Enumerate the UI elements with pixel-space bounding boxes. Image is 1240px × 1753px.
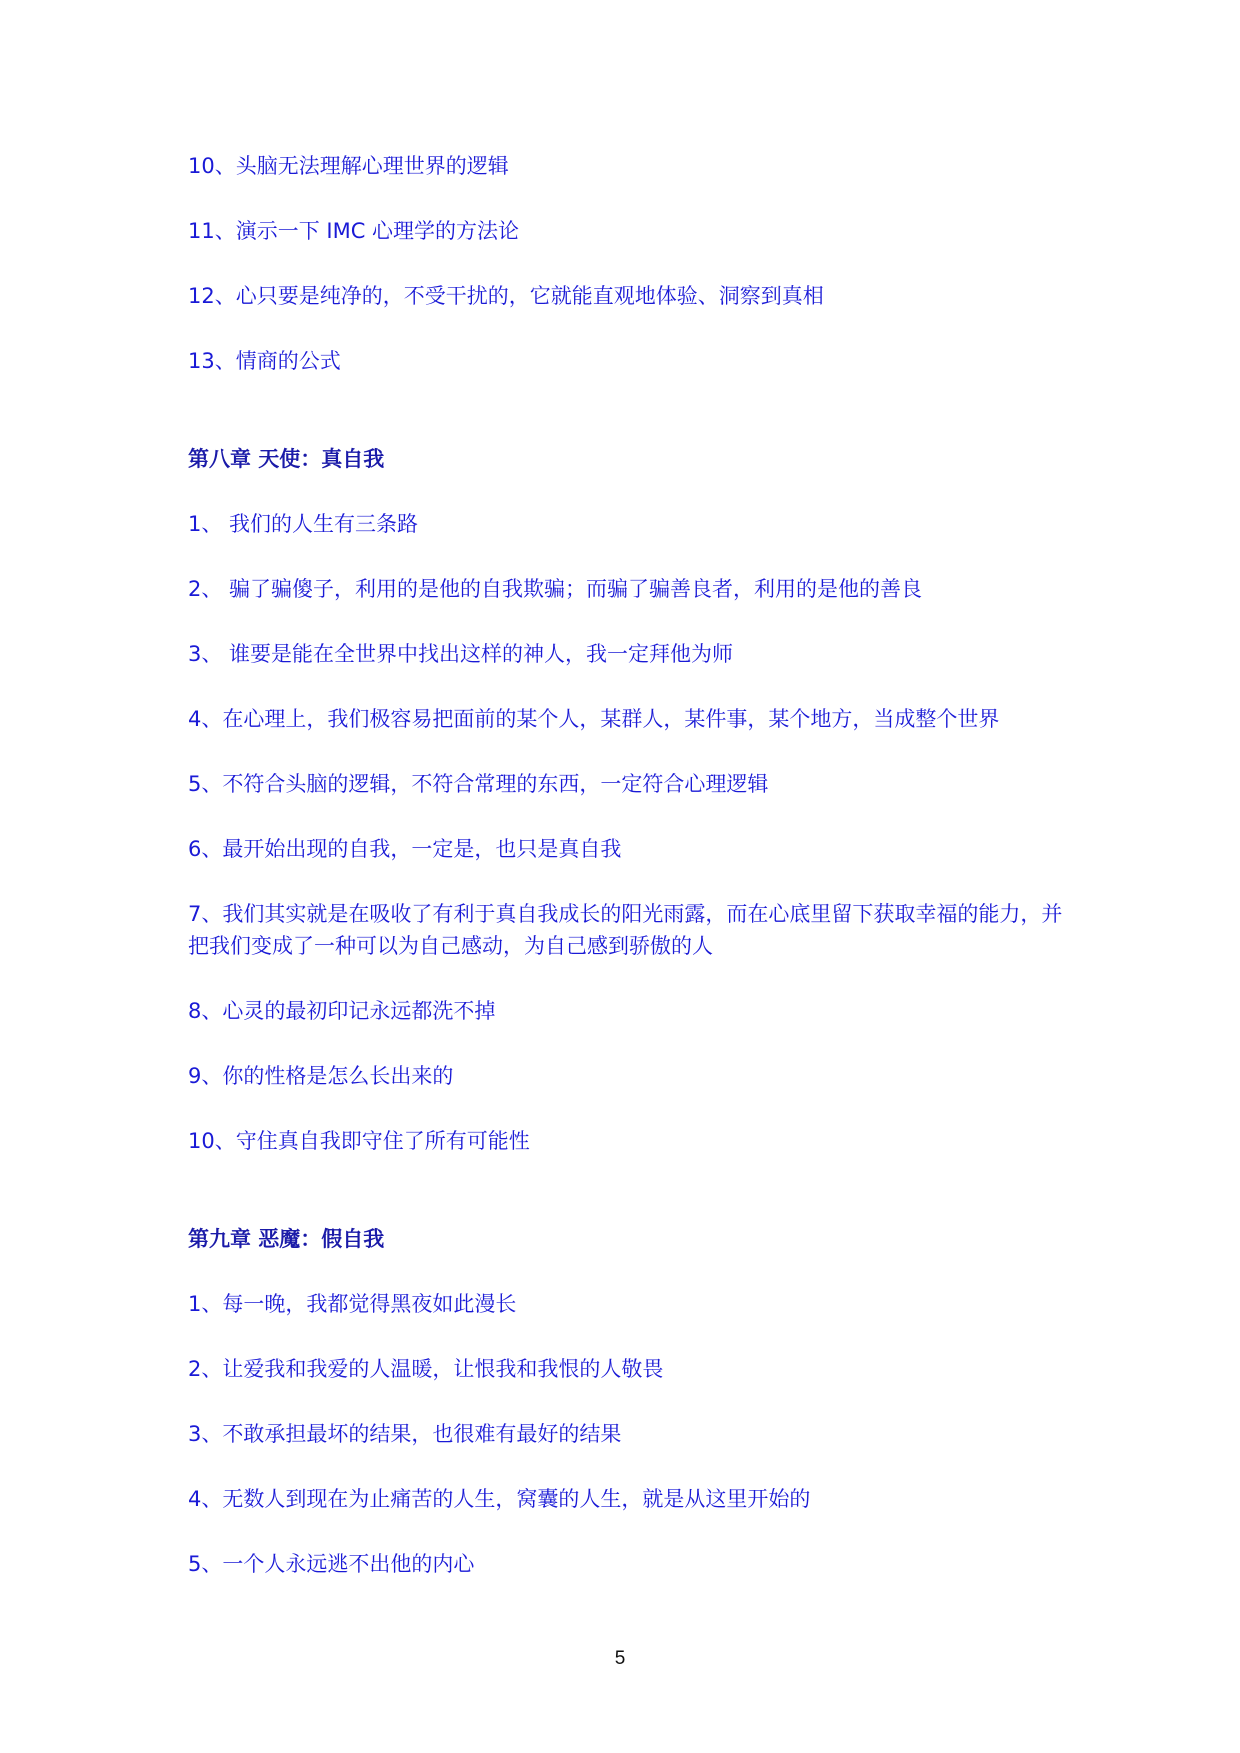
- list-item: 10、头脑无法理解心理世界的逻辑: [188, 154, 509, 178]
- list-item: 2、 骗了骗傻子，利用的是他的自我欺骗；而骗了骗善良者，利用的是他的善良: [188, 577, 923, 601]
- list-item: 1、每一晚，我都觉得黑夜如此漫长: [188, 1292, 517, 1316]
- list-item: 7、我们其实就是在吸收了有利于真自我成长的阳光雨露，而在心底里留下获取幸福的能力，并把我们变成了一种可以为自己感动，为自己感到骄傲的人: [188, 902, 1063, 958]
- list-item: 5、不符合头脑的逻辑，不符合常理的东西，一定符合心理逻辑: [188, 772, 769, 796]
- chapter-heading: 第九章 恶魔：假自我: [188, 1227, 385, 1251]
- list-item: 2、让爱我和我爱的人温暖，让恨我和我恨的人敬畏: [188, 1357, 664, 1381]
- list-item: 12、心只要是纯净的，不受干扰的，它就能直观地体验、洞察到真相: [188, 284, 824, 308]
- list-item: 13、情商的公式: [188, 349, 341, 373]
- chapter-heading: 第八章 天使：真自我: [188, 447, 385, 471]
- list-item: 1、 我们的人生有三条路: [188, 512, 419, 536]
- list-item: 10、守住真自我即守住了所有可能性: [188, 1129, 530, 1153]
- list-item: 8、心灵的最初印记永远都洗不掉: [188, 999, 496, 1023]
- page-number: 5: [614, 1648, 626, 1669]
- list-item: 5、一个人永远逃不出他的内心: [188, 1552, 475, 1576]
- list-item: 4、在心理上，我们极容易把面前的某个人，某群人，某件事，某个地方，当成整个世界: [188, 707, 1000, 731]
- list-item: 3、 谁要是能在全世界中找出这样的神人，我一定拜他为师: [188, 642, 734, 666]
- list-item: 6、最开始出现的自我，一定是，也只是真自我: [188, 837, 622, 861]
- list-item: 3、不敢承担最坏的结果，也很难有最好的结果: [188, 1422, 622, 1446]
- list-item: 9、你的性格是怎么长出来的: [188, 1064, 454, 1088]
- list-item: 11、演示一下 IMC 心理学的方法论: [188, 219, 520, 243]
- list-item: 4、无数人到现在为止痛苦的人生，窝囊的人生，就是从这里开始的: [188, 1487, 811, 1511]
